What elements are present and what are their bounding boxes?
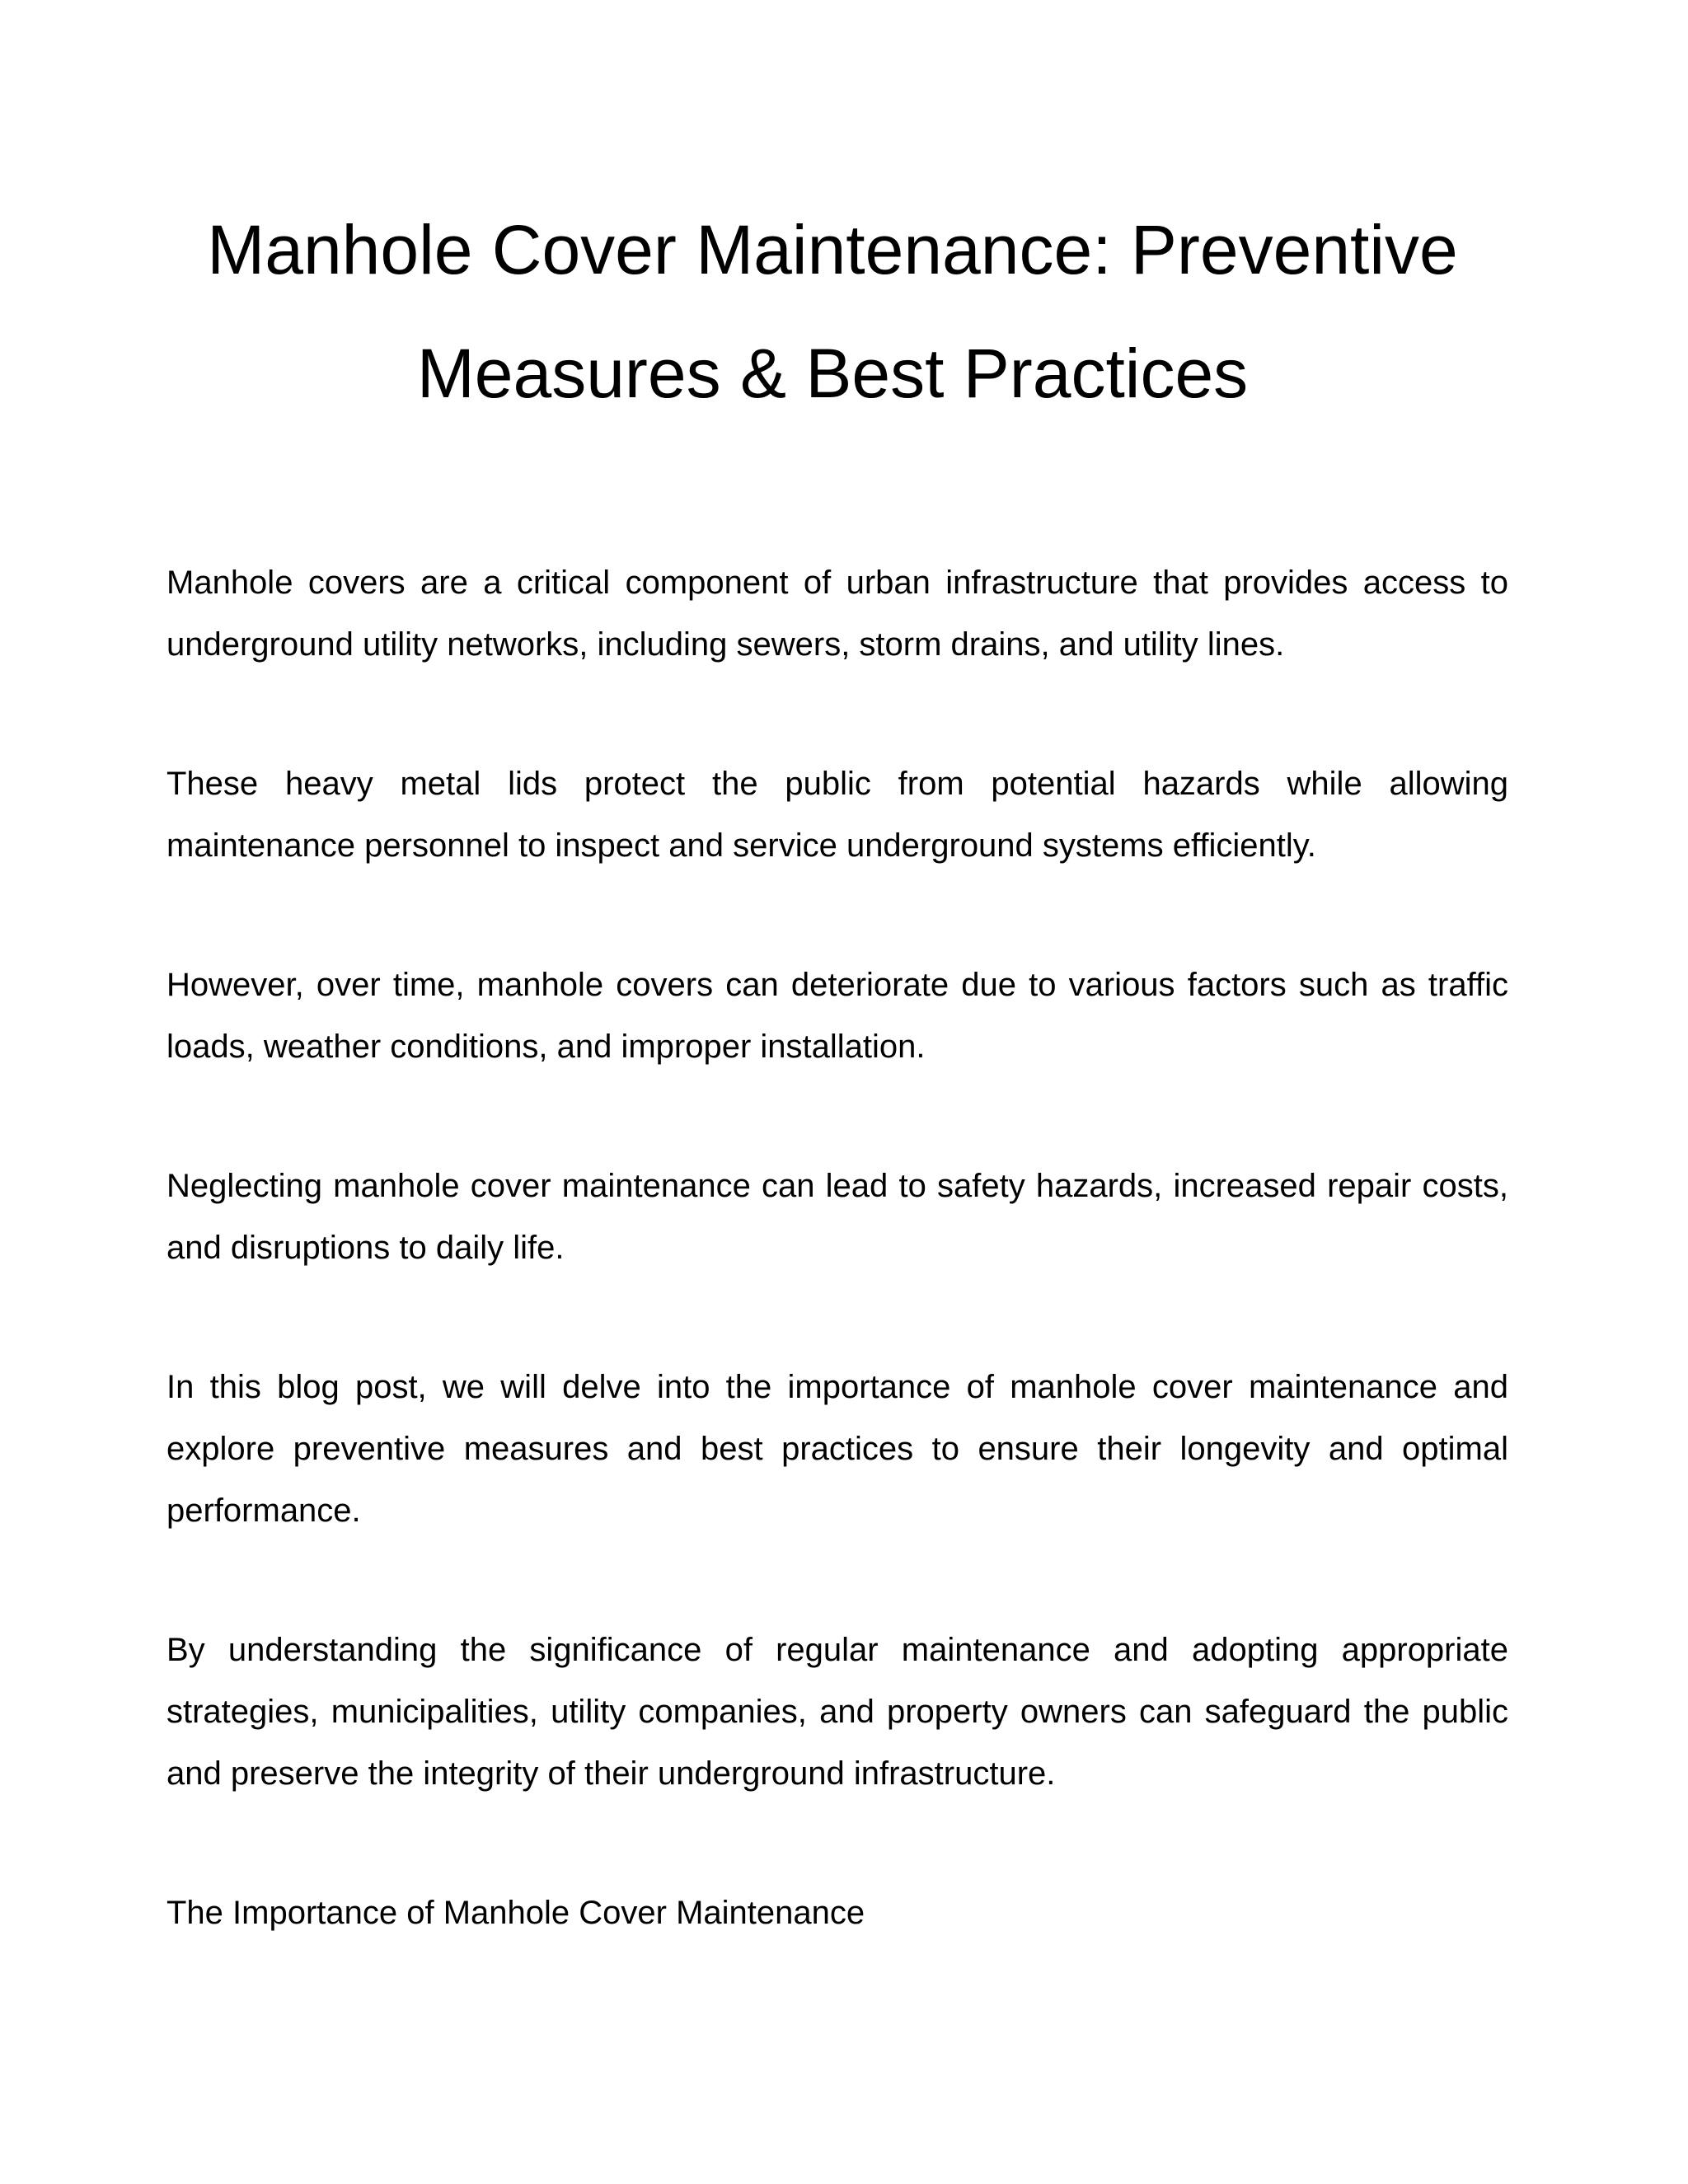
document-title: Manhole Cover Maintenance: Preventive Measures & Best Practices — [207, 211, 1458, 412]
document-body — [166, 552, 1508, 1944]
paragraph-significance: By understanding the significance of regular maintenance and adopting appropriate strategies, municipalities, utility companies, and property owners can safeguard the public and preserve the integrity of their underground infrastructure. — [166, 1632, 1508, 1792]
paragraph-protection: These heavy metal lids protect the public from potential hazards while allowing maintenance personnel to inspect and service underground systems efficiently. — [166, 766, 1508, 864]
paragraph-intro: Manhole covers are a critical component of urban infrastructure that provides access to underground utility networks, including sewers, storm drains, and utility lines. — [166, 565, 1508, 663]
paragraph-deterioration: However, over time, manhole covers can deteriorate due to various factors such as traffic loads, weather conditions, and improper installation. — [166, 967, 1508, 1065]
paragraph-blog-purpose: In this blog post, we will delve into the importance of manhole cover maintenance and explore preventive measures and best practices to ensure their longevity and optimal performance. — [166, 1369, 1508, 1529]
section-heading: The Importance of Manhole Cover Maintenance — [166, 1895, 865, 1931]
paragraph-neglect: Neglecting manhole cover maintenance can lead to safety hazards, increased repair costs, and disruptions to daily life. — [166, 1168, 1508, 1266]
